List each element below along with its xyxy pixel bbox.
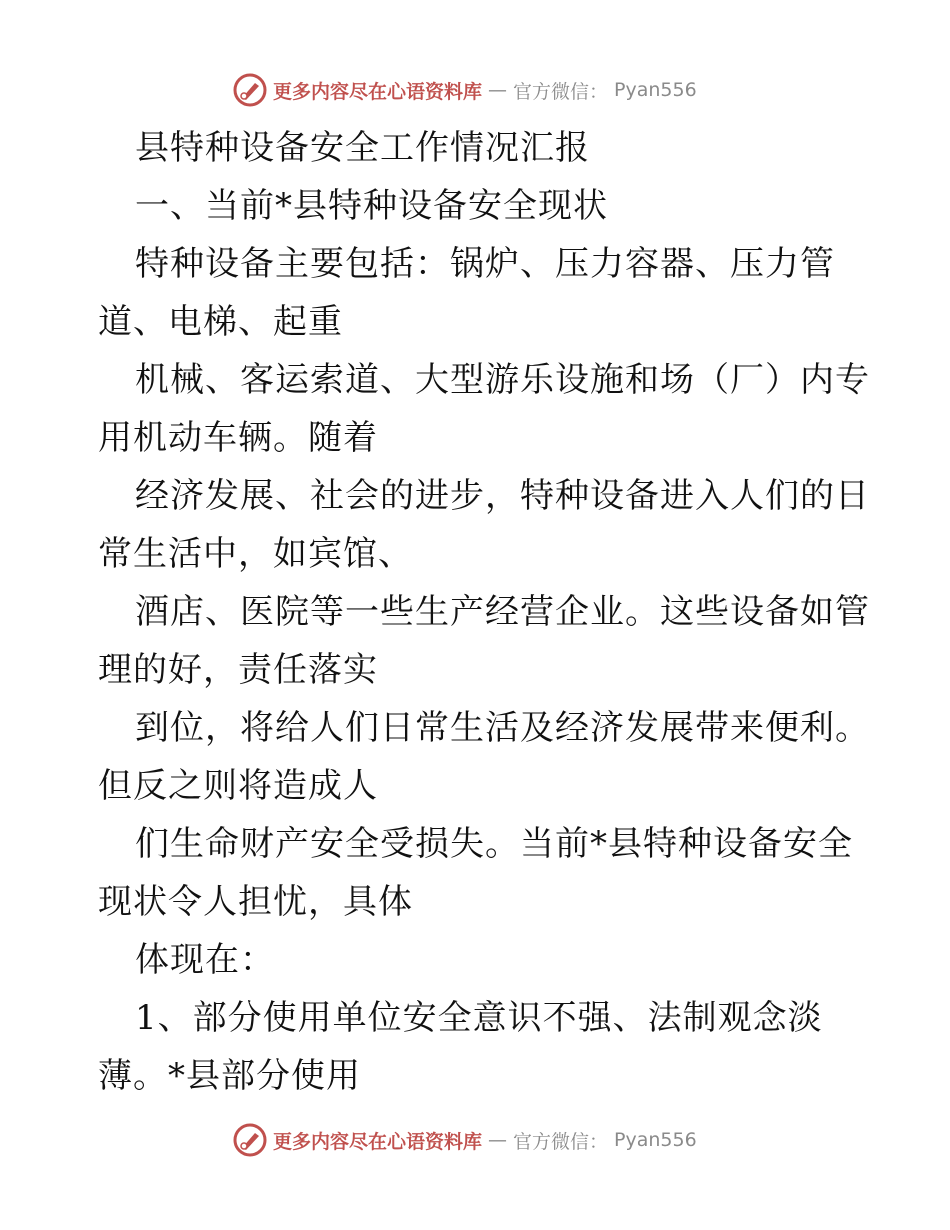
list-item-line: 1、部分使用单位安全意识不强、法制观念淡 — [135, 998, 823, 1038]
paragraph-line: 用机动车辆。随着 — [98, 418, 378, 458]
paragraph-line: 经济发展、社会的进步，特种设备进入人们的日 — [135, 476, 870, 516]
document-title: 县特种设备安全工作情况汇报 — [135, 128, 590, 168]
pen-seal-icon — [233, 73, 267, 107]
paragraph-line: 但反之则将造成人 — [98, 766, 378, 806]
pen-seal-icon — [233, 1123, 267, 1157]
watermark-wechat-label: 官方微信： — [513, 80, 609, 103]
paragraph-line: 酒店、医院等一些生产经营企业。这些设备如管 — [135, 592, 870, 632]
watermark-separator: — — [488, 79, 508, 101]
watermark-wechat-id: Pyan556 — [614, 1129, 697, 1151]
paragraph-line: 到位，将给人们日常生活及经济发展带来便利。 — [135, 708, 870, 748]
paragraph-line: 体现在： — [135, 940, 275, 980]
watermark-site-text: 更多内容尽在心语资料库 — [273, 1130, 483, 1153]
section-heading: 一、当前*县特种设备安全现状 — [135, 186, 608, 226]
list-item-line: 薄。*县部分使用 — [98, 1056, 361, 1096]
watermark-wechat-label: 官方微信： — [513, 1130, 609, 1153]
paragraph-line: 常生活中，如宾馆、 — [98, 534, 413, 574]
watermark-separator: — — [488, 1129, 508, 1151]
paragraph-line: 机械、客运索道、大型游乐设施和场（厂）内专 — [135, 360, 870, 400]
paragraph-line: 理的好，责任落实 — [98, 650, 378, 690]
footer-watermark — [233, 1122, 697, 1158]
paragraph-line: 道、电梯、起重 — [98, 302, 343, 342]
watermark-wechat-id: Pyan556 — [614, 79, 697, 101]
paragraph-line: 特种设备主要包括：锅炉、压力容器、压力管 — [135, 244, 835, 284]
paragraph-line: 们生命财产安全受损失。当前*县特种设备安全 — [135, 824, 853, 864]
watermark-site-text: 更多内容尽在心语资料库 — [273, 80, 483, 103]
header-watermark — [233, 72, 697, 108]
paragraph-line: 现状令人担忧，具体 — [98, 882, 413, 922]
